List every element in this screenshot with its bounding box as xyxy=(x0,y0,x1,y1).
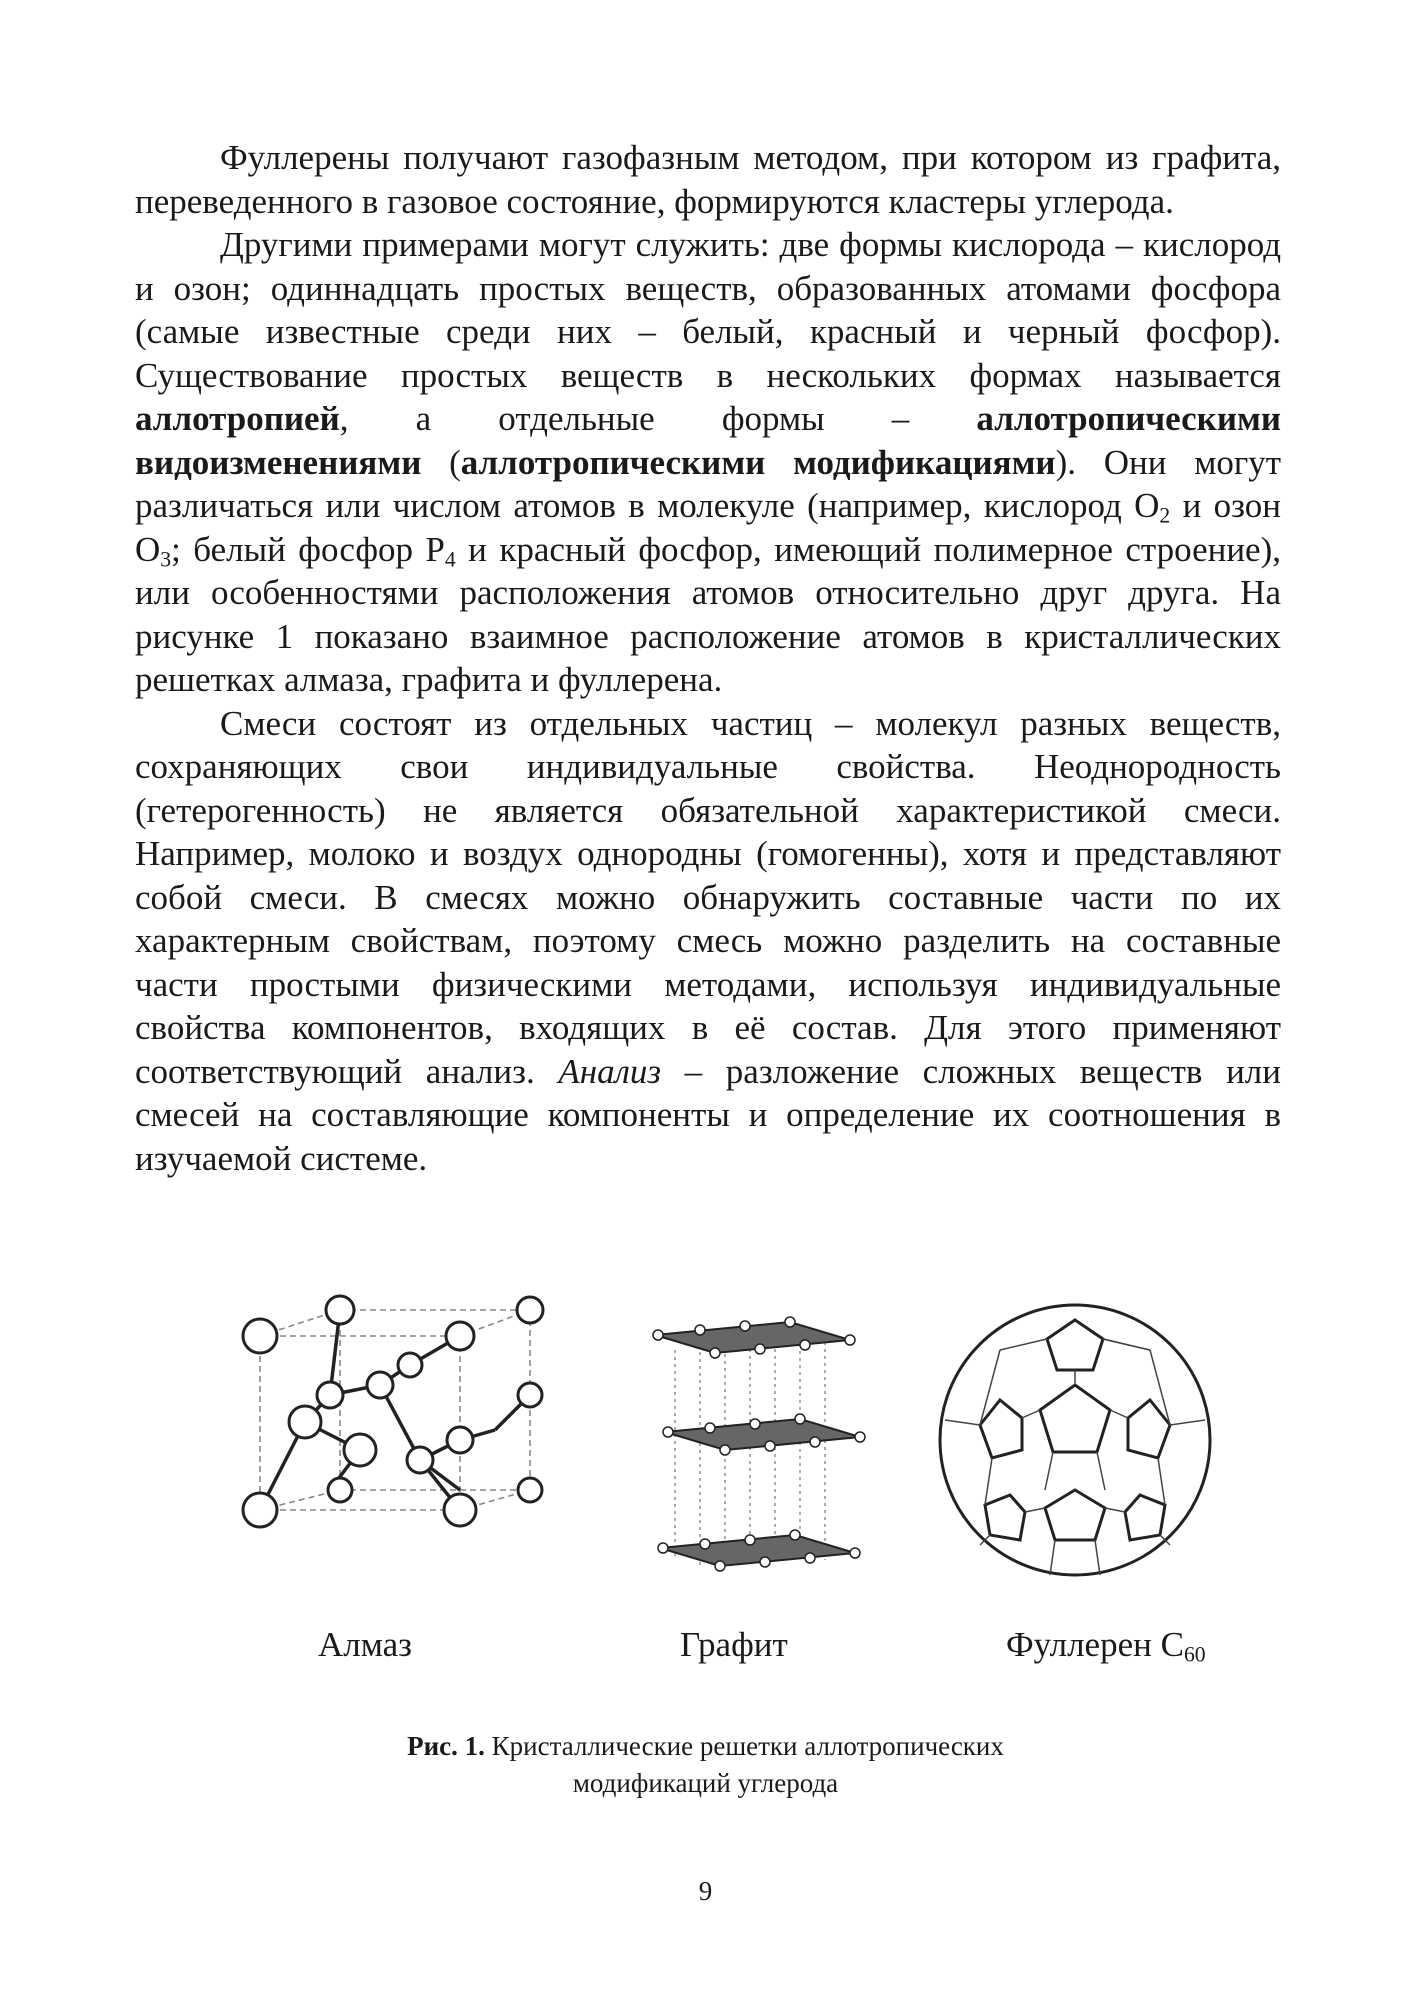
caption-prefix: Рис. 1. xyxy=(407,1731,485,1761)
fullerene-c60-illustration xyxy=(940,1305,1210,1575)
text-run: и красный фосфор, имеющий полимерное строение), или особенностями расположения атомов относительно друг друга. На рисунке 1 показано взаимное расположение атомов в кристаллических решетках алмаза, графита и фуллерена. xyxy=(135,529,1281,699)
term-allotropic-forms: аллотропическими видоизменениями xyxy=(135,399,1281,482)
term-analysis: Анализ xyxy=(558,1051,662,1091)
text-run: и озон O xyxy=(135,486,1281,569)
text-run: ). Они могут различаться или числом атомов в молекуле (например, кислород O xyxy=(135,442,1281,525)
page-number: 9 xyxy=(698,1876,713,1906)
paragraph-allotropy xyxy=(135,223,1281,702)
text-run: Другими примерами могут служить: две формы кислорода – кислород и озон; одиннадцать простых веществ, образованных атомами фосфора (самые известные среди них – белый, красный и черный фосфор). Существование простых веществ в нескольких формах называется xyxy=(135,225,1281,395)
label-graphite: Графит xyxy=(680,1625,788,1664)
caption-line-1 xyxy=(0,1728,1411,1765)
label-diamond: Алмаз xyxy=(318,1625,413,1664)
graphite-lattice-illustration xyxy=(653,1317,865,1571)
term-allotropy: аллотропией xyxy=(135,399,340,438)
paragraph-mixtures xyxy=(135,702,1281,1181)
figure-caption xyxy=(0,1728,1411,1802)
subscript: 2 xyxy=(1159,503,1171,528)
label-fullerene xyxy=(1006,1625,1206,1665)
text-run: Смеси состоят из отдельных частиц – молекул разных веществ, сохраняющих свои индивидуальные свойства. Неоднородность (гетерогенность) не является обязательной характеристикой смеси. Например, молоко и воздух однородны (гомогенны), хотя и представляют собой смеси. В смесях можно обнаружить составные части по их характерным свойствам, поэтому смесь можно разделить на составные части простыми физическими методами, используя индивидуальные свойства компонентов, входящих в её состав. Для этого применяют соответствующий анализ. xyxy=(135,703,1281,1091)
label-fullerene-text: Фуллерен C xyxy=(1006,1625,1184,1664)
label-fullerene-subscript: 60 xyxy=(1183,1642,1206,1667)
subscript: 4 xyxy=(444,546,456,571)
carbon-lattices-figure xyxy=(0,1262,1411,1622)
subscript: 3 xyxy=(160,546,172,571)
diamond-lattice-illustration xyxy=(243,1296,543,1527)
caption-text: Кристаллические решетки аллотропических xyxy=(484,1731,1004,1761)
text-run: ( xyxy=(421,442,461,482)
text-run: , а отдельные формы – xyxy=(339,399,977,438)
term-allotropic-modifications: аллотропическими модификациями xyxy=(460,442,1056,482)
text-run: – разложение сложных веществ или смесей на составляющие компоненты и определение их соотношения в изучаемой системе. xyxy=(135,1051,1281,1178)
body-text xyxy=(135,136,1281,1180)
paragraph-fullerene-method: Фуллерены получают газофазным методом, при котором из графита, переведенного в газовое состояние, формируются кластеры углерода. xyxy=(135,138,1281,221)
caption-line-2: модификаций углерода xyxy=(572,1768,839,1798)
text-run: ; белый фосфор P xyxy=(171,529,445,569)
